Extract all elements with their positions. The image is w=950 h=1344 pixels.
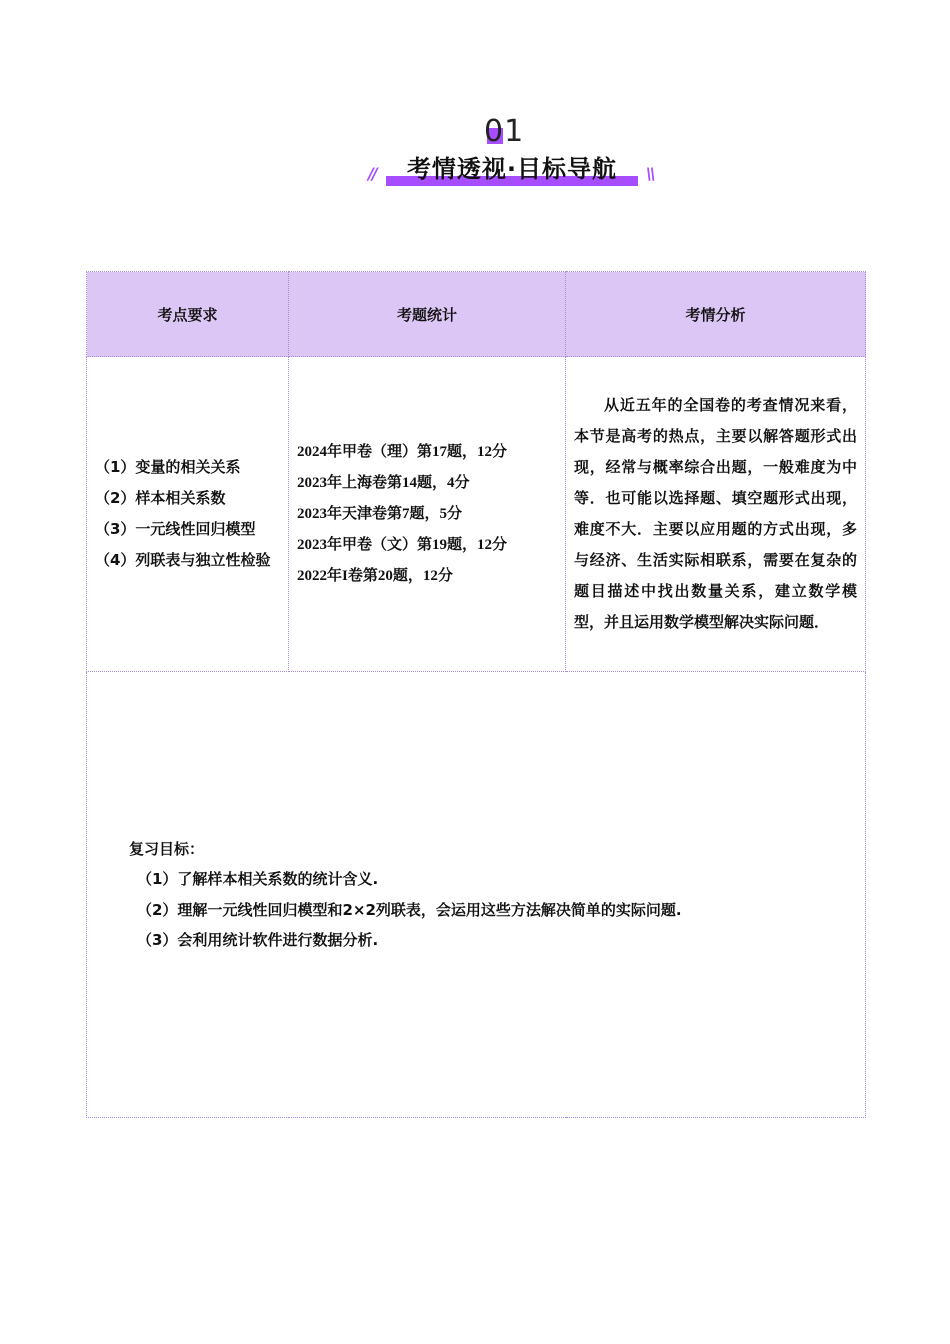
goals-row — [87, 672, 866, 1118]
review-goals-cell — [87, 672, 866, 1118]
list-item: （2）样本相关系数 — [95, 489, 226, 507]
section-number-text: 01 — [484, 114, 525, 149]
section-header — [0, 108, 950, 198]
header-analysis: 考情分析 — [566, 272, 866, 357]
list-item: 2023年甲卷（文）第19题，12分 — [297, 536, 508, 553]
list-item: 2024年甲卷（理）第17题，12分 — [297, 443, 508, 460]
list-item: 2022年I卷第20题，12分 — [297, 567, 453, 584]
header-requirements: 考点要求 — [87, 272, 289, 357]
list-item: （2）理解一元线性回归模型和2×2列联表，会运用这些方法解决简单的实际问题. — [137, 900, 682, 919]
slash-decoration-left: // — [368, 164, 376, 183]
table-header-row — [87, 272, 866, 357]
statistics-cell — [289, 357, 566, 672]
analysis-text: 从近五年的全国卷的考查情况来看，本节是高考的热点，主要以解答题形式出现，经常与概率综合出题，一般难度为中等．也可能以选择题、填空题形式出现，难度不大．主要以应用题的方式出现，多与经济、生活实际相联系，需要在复杂的题目描述中找出数量关系，建立数学模型，并且运用数学模型解决实际问题． — [574, 396, 857, 631]
header-statistics: 考题统计 — [289, 272, 566, 357]
goals-title: 复习目标： — [129, 839, 205, 858]
list-item: 2023年天津卷第7题，5分 — [297, 505, 463, 522]
review-goals — [87, 834, 865, 956]
analysis-cell — [566, 357, 866, 672]
slash-decoration-right: \\ — [646, 164, 654, 183]
requirements-cell — [87, 357, 289, 672]
section-title-text: 考情透视·目标导航 — [406, 155, 618, 183]
table-row — [87, 357, 866, 672]
list-item: （4）列联表与独立性检验 — [95, 551, 271, 569]
list-item: （3）一元线性回归模型 — [95, 520, 256, 538]
exam-analysis-table — [86, 271, 866, 1118]
section-title — [386, 152, 638, 188]
list-item: （1）了解样本相关系数的统计含义. — [137, 870, 379, 888]
section-number — [484, 114, 524, 150]
list-item: （1）变量的相关关系 — [95, 458, 241, 476]
list-item: （3）会利用统计软件进行数据分析. — [137, 931, 379, 949]
list-item: 2023年上海卷第14题，4分 — [297, 474, 470, 491]
